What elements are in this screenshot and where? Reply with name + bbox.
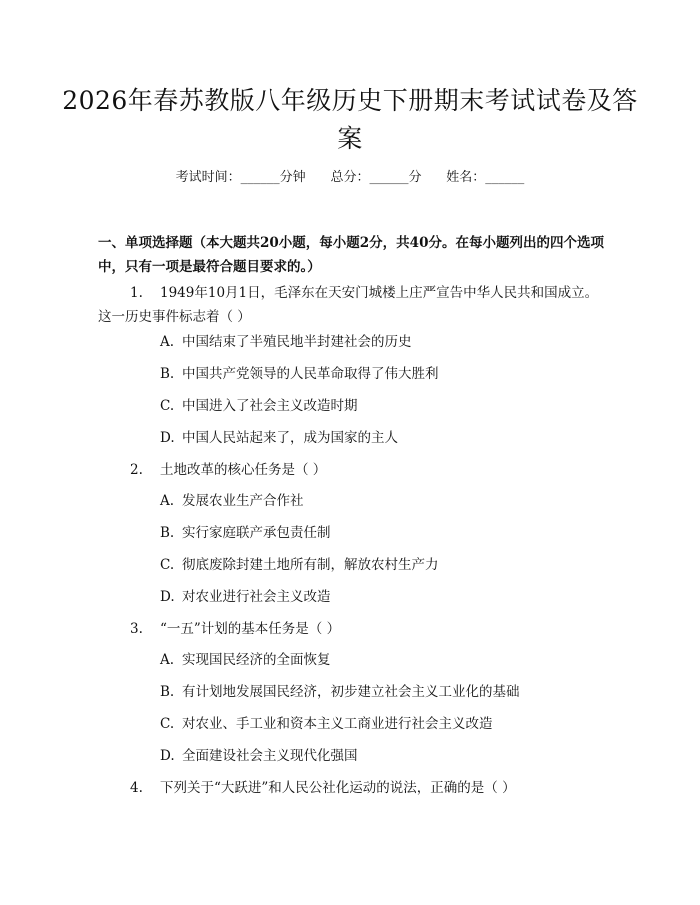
option-letter: C. — [160, 716, 175, 732]
question-text: 土地改革的核心任务是（ ） — [160, 462, 327, 478]
question-4 — [98, 776, 610, 800]
option-3b — [160, 682, 630, 702]
question-2 — [98, 458, 610, 482]
option-2c — [160, 555, 630, 575]
question-1 — [98, 281, 610, 329]
option-text: 实现国民经济的全面恢复 — [182, 652, 331, 668]
option-letter: A. — [160, 493, 175, 509]
page-title: 2026年春苏教版八年级历史下册期末考试试卷及答案 — [62, 86, 638, 153]
option-letter: C. — [160, 398, 175, 414]
option-1d — [160, 428, 630, 448]
option-text: 中国结束了半殖民地半封建社会的历史 — [182, 334, 412, 350]
question-text: “一五”计划的基本任务是（ ） — [160, 621, 341, 637]
option-text: 对农业、手工业和资本主义工商业进行社会主义改造 — [182, 716, 493, 732]
option-1b — [160, 364, 630, 384]
option-letter: A. — [160, 652, 175, 668]
option-text: 有计划地发展国民经济，初步建立社会主义工业化的基础 — [182, 684, 520, 700]
option-letter: D. — [160, 589, 175, 605]
option-1c — [160, 396, 630, 416]
option-text: 中国进入了社会主义改造时期 — [182, 398, 358, 414]
option-text: 实行家庭联产承包责任制 — [182, 525, 331, 541]
exam-time-label: 考试时间：______分钟 — [175, 170, 306, 185]
question-number: 3. — [130, 621, 143, 637]
option-letter: B. — [160, 366, 175, 382]
option-letter: A. — [160, 334, 175, 350]
option-letter: B. — [160, 684, 175, 700]
question-number: 2. — [130, 462, 143, 478]
question-text: 1949年10月1日，毛泽东在天安门城楼上庄严宣告中华人民共和国成立。这一历史事件标志着（ ） — [98, 285, 599, 325]
option-letter: C. — [160, 557, 175, 573]
option-3c — [160, 714, 630, 734]
option-text: 对农业进行社会主义改造 — [182, 589, 331, 605]
total-score-label: 总分：______分 — [330, 170, 422, 185]
option-2b — [160, 523, 630, 543]
option-1a — [160, 332, 630, 352]
option-3a — [160, 650, 630, 670]
section-heading: 一、单项选择题（本大题共20小题，每小题2分，共40分。在每小题列出的四个选项中，只有一项是最符合题目要求的。） — [98, 235, 604, 275]
option-text: 全面建设社会主义现代化强国 — [182, 748, 358, 764]
question-number: 4. — [130, 780, 143, 796]
option-text: 发展农业生产合作社 — [182, 493, 304, 509]
option-letter: D. — [160, 748, 175, 764]
option-text: 中国共产党领导的人民革命取得了伟大胜利 — [182, 366, 439, 382]
option-2a — [160, 491, 630, 511]
question-text: 下列关于“大跃进”和人民公社化运动的说法，正确的是（ ） — [160, 780, 516, 796]
option-letter: B. — [160, 525, 175, 541]
option-2d — [160, 587, 630, 607]
option-text: 中国人民站起来了，成为国家的主人 — [182, 430, 398, 446]
question-number: 1. — [130, 285, 143, 301]
option-3d — [160, 746, 630, 766]
option-text: 彻底废除封建土地所有制，解放农村生产力 — [182, 557, 439, 573]
exam-meta — [0, 168, 700, 188]
student-name-label: 姓名：______ — [446, 170, 525, 185]
option-letter: D. — [160, 430, 175, 446]
question-3 — [98, 617, 610, 641]
